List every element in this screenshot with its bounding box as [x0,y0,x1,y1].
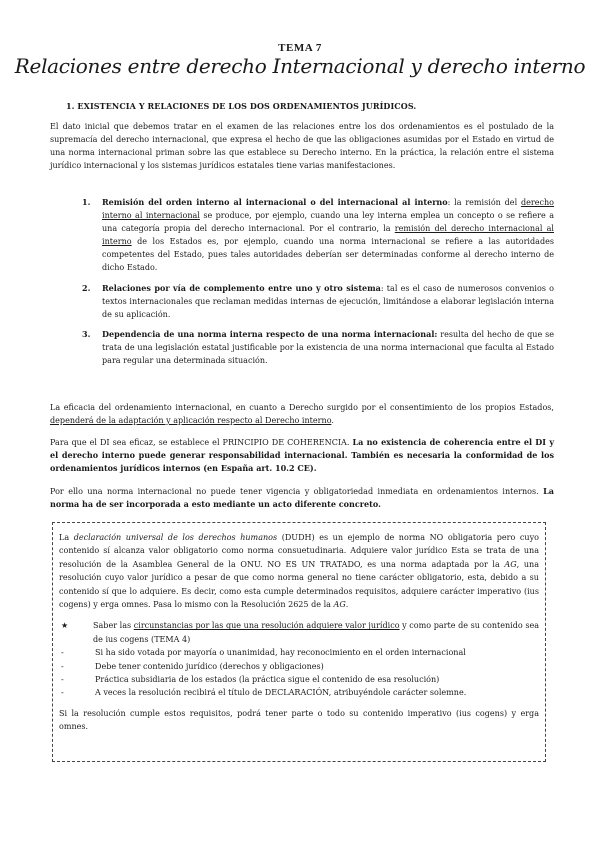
section-heading: 1. EXISTENCIA Y RELACIONES DE LOS DOS ORDENAMIENTOS JURÍDICOS. [66,101,417,111]
paragraph-text: (DUDH) es un ejemplo de norma NO obligatoria pero cuyo contenido sí alcanza valor obligatorio como norma consuetudinaria. Adquiere valor jurídico Esta se trata de una resolución de la Asamblea General de la ONU. NO ES UN TRATADO, es una norma adaptada por la [59,533,539,569]
bold-text: La norma ha de ser incorporada a esto mediante un acto diferente concreto. [50,486,554,510]
list-item-text: : la remisión del [447,198,521,207]
list-item-title: Dependencia de una norma interna respecto de una norma internacional: [102,328,438,339]
dash-item-text: Si ha sido votada por mayoría o unanimidad, hay reconocimiento en el orden internacional [95,648,466,658]
efficacy-paragraph [50,401,554,427]
italic-text: AG [333,600,346,610]
list-item [82,328,554,367]
intro-paragraph: El dato inicial que debemos tratar en el examen de las relaciones entre los dos ordenamientos es el postulado de la supremacía del derecho internacional, que expresa el hecho de que las obligaciones asumidas por el Estado en virtud de una norma internacional priman sobre las que establece su Derecho interno. En la práctica, la relación entre el sistema jurídico internacional y los sistemas jurídicos estatales tiene varias manifestaciones. [50,122,554,171]
list-item [82,282,554,321]
closing-paragraph: Si la resolución cumple estos requisitos, podrá tener parte o todo su contenido imperativo (ius cogens) y erga omnes. [59,708,539,732]
list-number: 3. [82,328,91,339]
star-icon: ★ [61,621,69,631]
dash-list-item [59,686,539,699]
dash-list-item [59,646,539,659]
list-item-title: Remisión del orden interno al internacional o del internacional al interno [102,197,448,207]
dash-item-text: Práctica subsidiaria de los estados (la práctica sigue el contenido de esa resolución) [95,675,440,685]
underlined-phrase: dependerá de la adaptación y aplicación respecto al Derecho interno [50,416,332,426]
list-item-text: : tal es el caso de numerosos convenios o textos internacionales que reclaman medidas internas de ejecución, limitándose a elaborar legislación interna de su aplicación. [102,283,555,319]
dudh-paragraph [59,531,539,611]
paragraph-text: La [59,533,74,542]
underlined-phrase: circunstancias por las que una resolución adquiere valor jurídico [133,621,400,631]
dash-marker: - [61,648,64,658]
italic-text: AG [504,559,517,569]
paragraph-text: y como parte de su contenido sea de ius cogens (TEMA 4) [93,621,540,644]
paragraph-text: , una resolución cuyo valor jurídico a pesar de que como norma general no tiene carácter obligatorio, esta, debido a su contenido sí que lo adquiere. Es decir, como esta cumple determinados requisitos, adquiere carácter imperativo (ius cogens) y erga omnes. Pasa lo mismo con la Resolución 2625 de la [59,559,539,610]
list-item-text: se produce, por ejemplo, cuando una ley interna emplea un concepto o se refiere a una categoría propia del derecho internacional. Por el contrario, la [102,211,555,234]
unit-label: TEMA 7 [278,42,322,54]
star-note [59,619,539,646]
dash-list-item [59,673,539,686]
numbered-list [82,196,554,374]
underlined-phrase: remisión del derecho internacional al interno [102,224,554,247]
paragraph-text: Saber las [93,621,134,631]
italic-text: declaración universal de los derechos humanos [73,533,278,542]
dudh-note-box [52,522,546,762]
paragraph-text: Para que el DI sea eficaz, se establece el PRINCIPIO DE COHERENCIA. [50,438,353,447]
list-item-text: de los Estados es, por ejemplo, cuando una norma internacional se refiere a las autoridades competentes del Estado, pues tales autoridades deberían ser determinadas conforme al derecho interno de dicho Estado. [102,237,554,273]
underlined-phrase: derecho interno al internacional [102,198,554,221]
dash-item-text: A veces la resolución recibirá el título de DECLARACIÓN, atribuyéndole carácter solemne. [95,688,467,698]
incorporation-paragraph [50,485,554,511]
paragraph-text: Por ello una norma internacional no puede tener vigencia y obligatoriedad inmediata en ordenamientos internos. [50,487,544,496]
bold-text: La no existencia de coherencia entre el DI y el derecho interno puede generar responsabilidad internacional. También es necesaria la conformidad de los ordenamientos jurídicos internos (en España art. 10.2 CE). [50,437,554,474]
dash-marker: - [61,675,64,685]
list-item-title: Relaciones por vía de complemento entre uno y otro sistema [102,282,381,293]
paragraph-text: La eficacia del ordenamiento internacional, en cuanto a Derecho surgido por el consentimiento de los propios Estados, [50,403,554,412]
dash-marker: - [61,688,64,698]
paragraph-text: . [331,416,334,426]
paragraph-text: . [345,600,349,610]
dash-item-text: Debe tener contenido jurídico (derechos y obligaciones) [95,661,324,671]
list-number: 1. [82,197,91,207]
coherence-paragraph [50,436,554,475]
list-item-text: resulta del hecho de que se trata de una legislación estatal justificable por la existencia de una norma internacional que faculta al Estado para regular una determinada situación. [102,329,554,366]
dash-marker: - [61,661,64,671]
page-title: Relaciones entre derecho Internacional y derecho interno [14,54,586,78]
list-item [82,196,554,275]
dash-list-item [59,660,539,673]
list-number: 2. [82,282,91,293]
